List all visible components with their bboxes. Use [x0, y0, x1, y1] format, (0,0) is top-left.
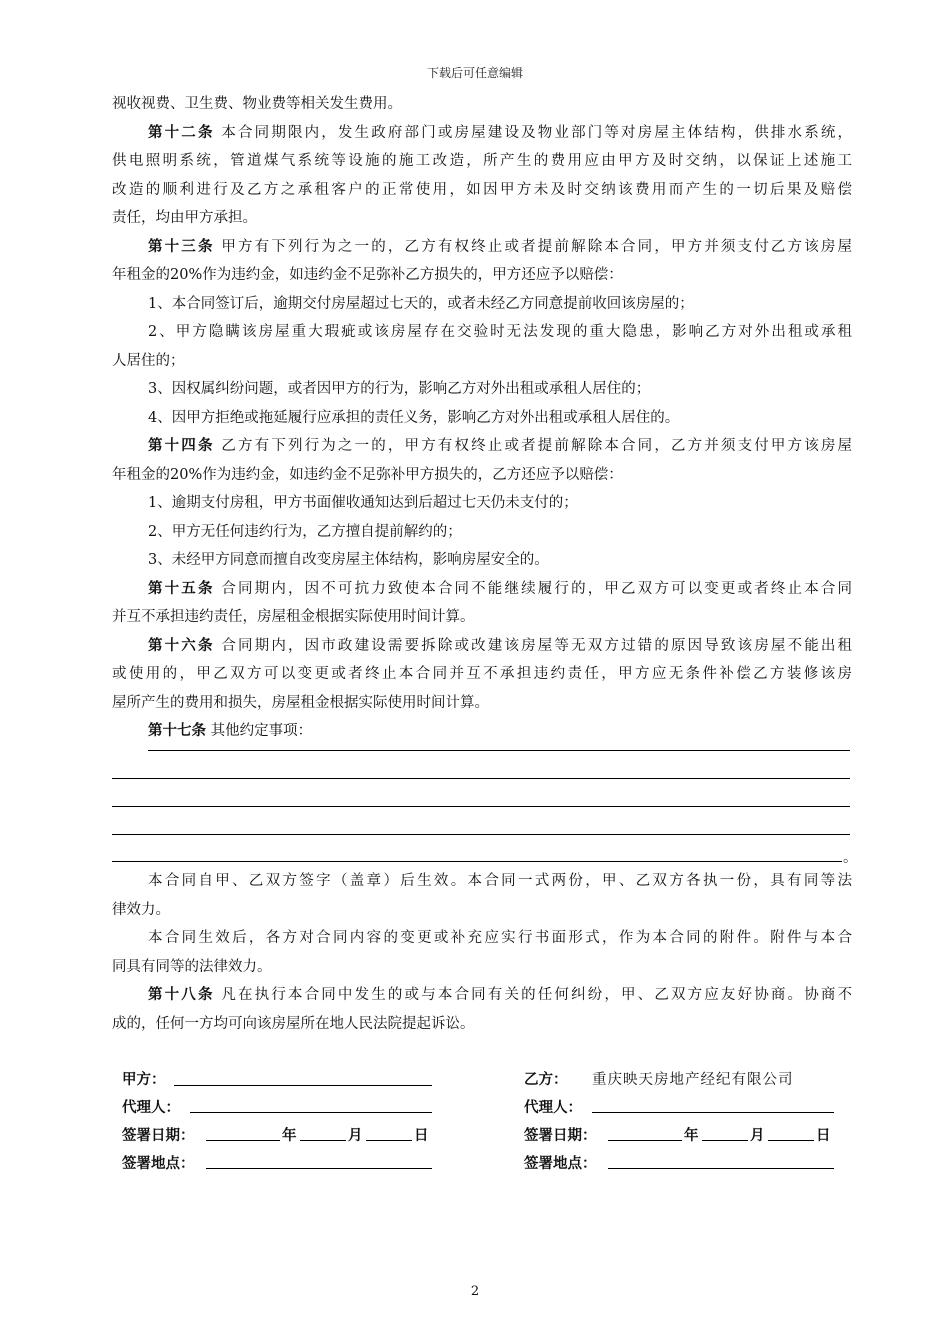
party-b-agent-line	[592, 1112, 834, 1113]
text-line	[112, 147, 852, 176]
party-a-agent-label: 代理人：	[122, 1100, 180, 1116]
text-line	[112, 546, 852, 575]
blank-line	[112, 834, 850, 835]
text-line	[112, 575, 852, 604]
text-line	[112, 953, 852, 982]
party-b-place-label: 签署地点：	[524, 1156, 597, 1172]
line-text: 其他约定事项：	[206, 723, 313, 739]
line-text: 责任，均由甲方承担。	[112, 210, 257, 226]
line-text: 合同期内，因市政建设需要拆除或改建该房屋等无双方过错的原因导致该房屋不能出租	[214, 637, 852, 654]
text-line	[112, 981, 852, 1010]
line-text: 视收视费、卫生费、物业费等相关发生费用。	[112, 96, 402, 112]
blank-line	[112, 806, 850, 807]
party-b-agent-label: 代理人：	[524, 1100, 582, 1116]
text-line	[112, 689, 852, 718]
line-text: 本合同期限内，发生政府部门或房屋建设及物业部门等对房屋主体结构，供排水系统，	[214, 124, 852, 141]
line-text: 1、逾期支付房租，甲方书面催收通知达到后超过七天仍未支付的；	[148, 495, 578, 511]
line-text: 2、甲方隐瞒该房屋重大瑕疵或该房屋存在交验时无法发现的重大隐患，影响乙方对外出租或承租	[148, 324, 852, 340]
line-text: 4、因甲方拒绝或拖延履行应承担的责任义务，影响乙方对外出租或承租人居住的。	[148, 409, 680, 426]
line-text: 人居住的；	[112, 352, 185, 369]
text-line	[112, 632, 852, 661]
line-text: 乙方有下列行为之一的，甲方有权终止或者提前解除本合同，乙方并须支付甲方该房屋	[214, 438, 852, 454]
text-line	[112, 204, 852, 233]
month-label: 月	[348, 1128, 363, 1144]
line-text: 合同期内，因不可抗力致使本合同不能继续履行的，甲乙双方可以变更或者终止本合同	[214, 580, 852, 597]
article-heading: 第十三条	[148, 238, 215, 255]
party-a-agent-line	[190, 1112, 432, 1113]
day-label: 日	[414, 1128, 429, 1144]
line-text: 并互不承担违约责任，房屋租金根据实际使用时间计算。	[112, 609, 475, 625]
line-text: 供电照明系统，管道煤气系统等设施的施工改造，所产生的费用应由甲方及时交纳，以保证上述施工	[112, 153, 852, 169]
line-text: 2、甲方无任何违约行为，乙方擅自提前解约的；	[148, 523, 462, 540]
text-line	[112, 924, 852, 953]
party-b-place-line	[608, 1168, 834, 1169]
line-text: 甲方有下列行为之一的，乙方有权终止或者提前解除本合同，甲方并须支付乙方该房屋	[214, 238, 852, 255]
party-a-place-label: 签署地点：	[122, 1156, 195, 1172]
text-line	[112, 347, 852, 376]
line-text: 改造的顺利进行及乙方之承租客户的正常使用，如因甲方未及时交纳该费用而产生的一切后果及赔偿	[112, 181, 852, 198]
text-line	[112, 290, 852, 319]
text-line	[112, 404, 852, 433]
article-heading: 第十四条	[148, 438, 215, 454]
party-a-date: 签署日期：	[122, 1128, 195, 1144]
line-text: 同具有同等的法律效力。	[112, 958, 272, 975]
line-text: 年租金的20%作为违约金，如违约金不足弥补乙方损失的，甲方还应予以赔偿：	[112, 267, 623, 283]
line-text: 年租金的20%作为违约金，如违约金不足弥补甲方损失的，乙方还应予以赔偿：	[112, 466, 623, 483]
text-line	[112, 176, 852, 205]
party-a-label: 甲方：	[122, 1072, 166, 1088]
line-text: 3、未经甲方同意而擅自改变房屋主体结构，影响房屋安全的。	[148, 552, 549, 568]
party-b-date: 签署日期：	[524, 1128, 597, 1144]
contract-body	[112, 90, 852, 746]
article-heading: 第十五条	[148, 580, 215, 597]
text-line	[112, 261, 852, 290]
party-b-date-year-line	[608, 1140, 682, 1141]
page-number: 2	[470, 1284, 480, 1299]
text-line	[112, 603, 852, 632]
text-line	[112, 233, 852, 262]
blank-line	[112, 861, 842, 862]
line-text: 成的，任何一方均可向该房屋所在地人民法院提起诉讼。	[112, 1015, 475, 1032]
party-a-line	[174, 1085, 432, 1086]
party-b-date-day-line	[768, 1140, 814, 1141]
period-mark: 。	[843, 850, 858, 866]
party-a-place-line	[206, 1168, 432, 1169]
year-label: 年	[684, 1128, 699, 1144]
month-label: 月	[750, 1128, 765, 1144]
text-line	[112, 461, 852, 490]
year-label: 年	[282, 1128, 297, 1144]
line-text: 律效力。	[112, 901, 170, 918]
text-line	[112, 489, 852, 518]
text-line	[112, 119, 852, 148]
text-line	[112, 90, 852, 119]
line-text: 凡在执行本合同中发生的或与本合同有关的任何纠纷，甲、乙双方应友好协商。协商不	[214, 987, 852, 1003]
blank-line	[112, 778, 850, 779]
party-b-date-month-line	[702, 1140, 748, 1141]
article-heading: 第十七条	[148, 723, 206, 739]
party-b-company: 重庆映天房地产经纪有限公司	[592, 1072, 794, 1088]
page-header: 下载后可任意编辑	[426, 66, 523, 80]
text-line	[112, 375, 852, 404]
text-line	[112, 1010, 852, 1039]
contract-body-continued	[112, 867, 852, 1038]
party-a-date-year-line	[206, 1140, 280, 1141]
day-label: 日	[816, 1128, 831, 1144]
article-heading: 第十八条	[148, 987, 215, 1003]
article-heading: 第十六条	[148, 637, 215, 654]
line-text: 3、因权属纠纷问题，或者因甲方的行为，影响乙方对外出租或承租人居住的；	[148, 381, 651, 397]
text-line	[112, 717, 852, 746]
party-a-date-day-line	[366, 1140, 412, 1141]
line-text: 本合同自甲、乙双方签字（盖章）后生效。本合同一式两份，甲、乙双方各执一份，具有同等法	[148, 873, 852, 889]
text-line	[112, 896, 852, 925]
party-b-label: 乙方：	[524, 1072, 568, 1088]
text-line	[112, 660, 852, 689]
line-text: 或使用的，甲乙双方可以变更或者终止本合同并互不承担违约责任，甲方应无条件补偿乙方装修该房	[112, 666, 852, 682]
text-line	[112, 318, 852, 347]
line-text: 屋所产生的费用和损失，房屋租金根据实际使用时间计算。	[112, 694, 489, 711]
article-heading: 第十二条	[148, 124, 215, 141]
blank-line	[148, 750, 850, 751]
line-text: 本合同生效后，各方对合同内容的变更或补充应实行书面形式，作为本合同的附件。附件与本合	[148, 930, 852, 946]
party-a-date-month-line	[300, 1140, 346, 1141]
text-line	[112, 432, 852, 461]
line-text: 1、本合同签订后，逾期交付房屋超过七天的，或者未经乙方同意提前收回该房屋的；	[148, 295, 694, 312]
text-line	[112, 518, 852, 547]
text-line	[112, 867, 852, 896]
